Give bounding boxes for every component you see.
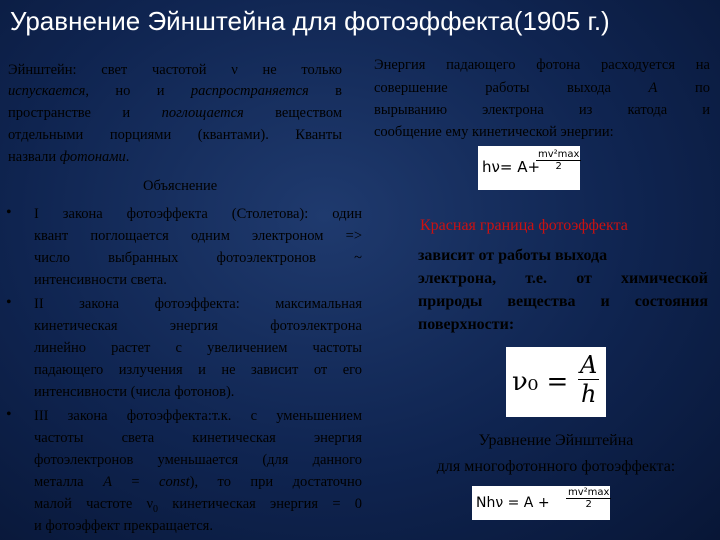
multiphoton-header-line-2: для многофотонного фотоэффекта: [436,458,676,475]
multiphoton-header-line-1: Уравнение Эйнштейна [478,432,634,449]
bullet-1-icon: • [6,204,12,221]
formula1-fraction: mv²max 2 [538,149,580,172]
energy-line-4: сообщение ему кинетической энергии: [374,124,614,140]
intro-line-4: отдельными порциями (квантами). Кванты [8,127,342,143]
bullet-2-icon: • [6,294,12,311]
einstein-formula [478,146,580,190]
red-boundary-heading: Красная граница фотоэффекта [420,217,628,234]
energy-line-2: совершение работы выхода A по [374,80,710,96]
formula3-lhs: Nhν = A + [476,495,550,511]
formula2-lhs: ν₀ = [512,367,569,397]
energy-line-3: вырыванию электрона из катода и [374,102,710,118]
red-boundary-formula [506,347,606,417]
intro-line-1: Эйнштейн: свет частотой ν не только [8,62,342,78]
formula1-lhs: hν= A+ [482,158,541,176]
bullet-3-icon: • [6,406,12,423]
explanation-header: Объяснение [143,178,218,194]
intro-line-2: испускается, но и распространяется в [8,83,342,99]
energy-line-1: Энергия падающего фотона расходуется на [374,57,710,73]
intro-line-5: назвали фотонами. [8,149,130,165]
intro-line-3: пространстве и поглощается веществом [8,105,342,121]
formula3-fraction: mv²max 2 [568,487,610,510]
formula2-fraction: $\frac{A}{h}$ [580,351,598,408]
multiphoton-formula [472,486,610,520]
slide-title: Уравнение Эйнштейна для фотоэффекта(1905 г.) [10,6,610,36]
